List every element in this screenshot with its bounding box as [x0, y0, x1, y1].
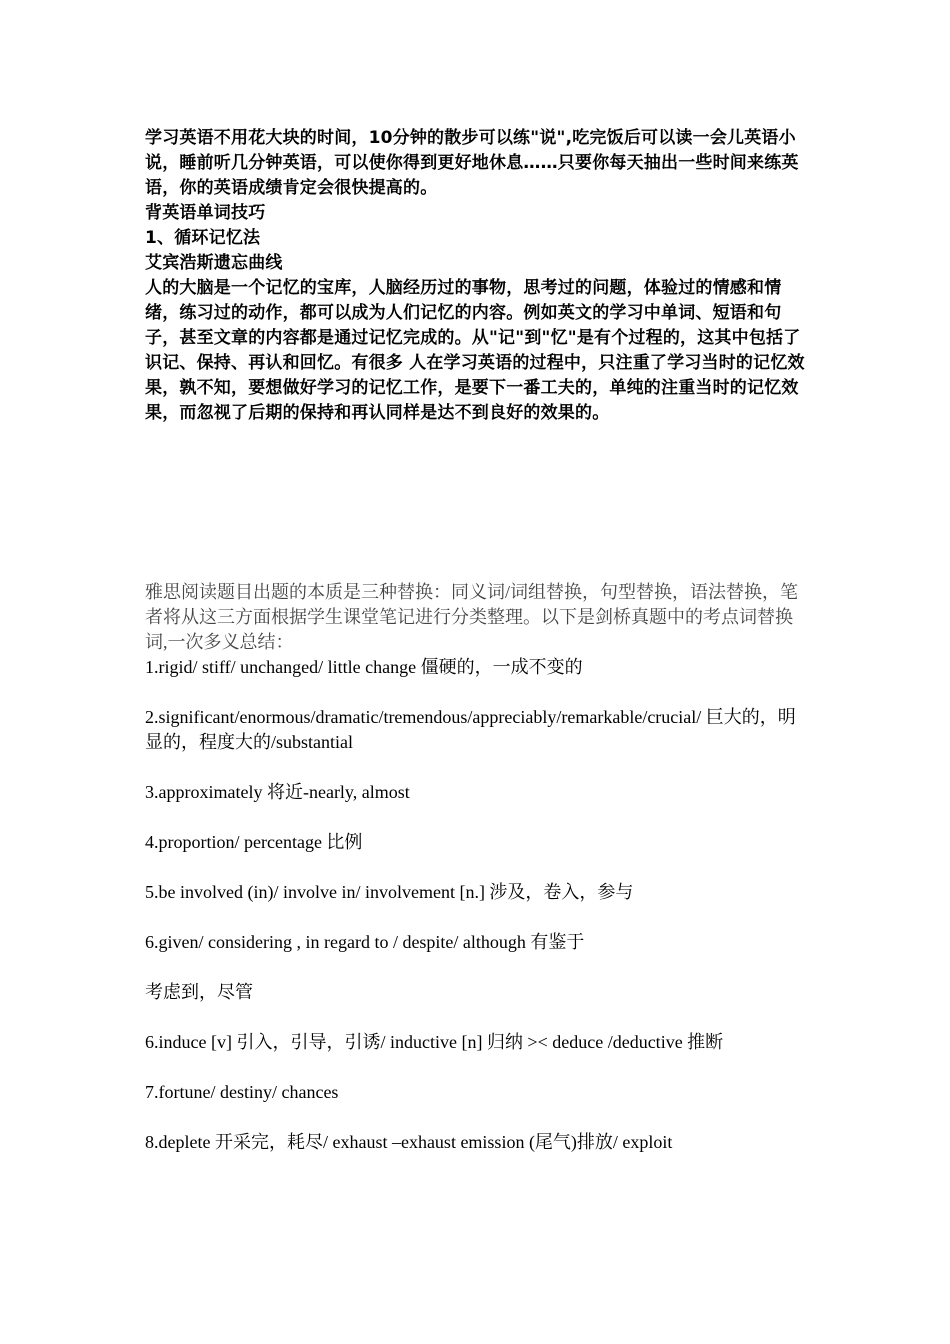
vocab-item: 6.given/ considering , in regard to / despite/ although 有鉴于 — [145, 932, 585, 952]
vocab-item: 8.deplete 开采完，耗尽/ exhaust –exhaust emission (尾气)排放/ exploit — [145, 1132, 673, 1152]
study-tips-section — [145, 126, 810, 426]
document-page — [145, 126, 810, 1155]
vocab-item: 4.proportion/ percentage 比例 — [145, 832, 363, 852]
intro-paragraph: 学习英语不用花大块的时间，10分钟的散步可以练"说",吃完饭后可以读一会儿英语小说，睡前听几分钟英语，可以使你得到更好地休息……只要你每天抽出一些时间来练英语，你的英语成绩肯定会很快提高的。 — [145, 128, 799, 198]
section-heading: 背英语单词技巧 — [145, 203, 266, 223]
vocab-item: 3.approximately 将近-nearly, almost — [145, 782, 410, 802]
vocab-item: 1.rigid/ stiff/ unchanged/ little change 僵硬的，一成不变的 — [145, 657, 583, 677]
vocab-item: 5.be involved (in)/ involve in/ involvement [n.] 涉及，卷入，参与 — [145, 882, 634, 902]
blank-line — [145, 855, 810, 880]
blank-line — [145, 905, 810, 930]
blank-line — [145, 1005, 810, 1030]
vocab-item: 7.fortune/ destiny/ chances — [145, 1082, 339, 1102]
memory-paragraph: 人的大脑是一个记忆的宝库，人脑经历过的事物，思考过的问题，体验过的情感和情绪，练习过的动作，都可以成为人们记忆的内容。例如英文的学习中单词、短语和句子，甚至文章的内容都是通过记忆完成的。从"记"到"忆"是有个过程的，这其中包括了识记、保持、再认和回忆。有很多 人在学习英语的过程中，只注重了学习当时的记忆效果，孰不知，要想做好学习的记忆工作，是要下一番工夫的，单纯的注重当时的记忆效果，而忽视了后期的保持和再认同样是达不到良好的效果的。 — [145, 278, 805, 423]
section-subheading: 1、循环记忆法 — [145, 228, 261, 248]
vocab-item-continuation: 考虑到，尽管 — [145, 982, 253, 1002]
blank-line — [145, 805, 810, 830]
ielts-intro: 雅思阅读题目出题的本质是三种替换：同义词/词组替换，句型替换，语法替换，笔者将从这三方面根据学生课堂笔记进行分类整理。以下是剑桥真题中的考点词替换词,一次多义总结： — [145, 582, 798, 652]
vocab-item: 2.significant/enormous/dramatic/tremendous/appreciably/remarkable/crucial/ 巨大的，明显的，程度大的/substantial — [145, 707, 796, 752]
topic-title: 艾宾浩斯遗忘曲线 — [145, 253, 283, 273]
blank-line — [145, 755, 810, 780]
blank-line — [145, 680, 810, 705]
blank-line — [145, 955, 810, 980]
ielts-vocabulary-section — [145, 580, 810, 1155]
spacer — [145, 426, 810, 580]
blank-line — [145, 1105, 810, 1130]
vocab-item: 6.induce [v] 引入，引导，引诱/ inductive [n] 归纳 >< deduce /deductive 推断 — [145, 1032, 724, 1052]
blank-line — [145, 1055, 810, 1080]
